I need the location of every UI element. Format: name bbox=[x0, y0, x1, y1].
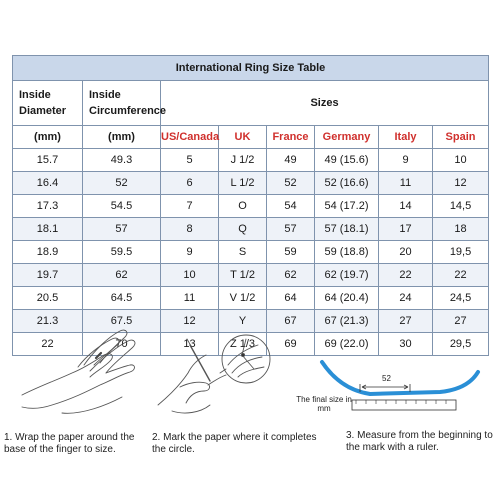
table-cell: 49.3 bbox=[83, 149, 161, 172]
table-cell: 22 bbox=[379, 264, 433, 287]
table-cell: L 1/2 bbox=[219, 172, 267, 195]
table-cell: 52 (16.6) bbox=[315, 172, 379, 195]
table-cell: 18 bbox=[433, 218, 489, 241]
table-cell: 20.5 bbox=[13, 287, 83, 310]
table-title: International Ring Size Table bbox=[13, 56, 489, 81]
table-cell: 27 bbox=[379, 310, 433, 333]
table-cell: 57 bbox=[83, 218, 161, 241]
table-row bbox=[13, 218, 489, 241]
table-cell: 62 (19.7) bbox=[315, 264, 379, 287]
table-cell: 22 bbox=[433, 264, 489, 287]
ring-size-table bbox=[12, 55, 489, 356]
table-cell: 7 bbox=[161, 195, 219, 218]
circumference-unit: (mm) bbox=[83, 126, 161, 149]
table-cell: 59 (18.8) bbox=[315, 241, 379, 264]
table-row bbox=[13, 149, 489, 172]
table-cell: 12 bbox=[433, 172, 489, 195]
table-cell: 14,5 bbox=[433, 195, 489, 218]
table-cell: 14 bbox=[379, 195, 433, 218]
table-cell: 12 bbox=[161, 310, 219, 333]
table-cell: 27 bbox=[433, 310, 489, 333]
table-cell: 52 bbox=[83, 172, 161, 195]
table-cell: 57 bbox=[267, 218, 315, 241]
sizes-header: Sizes bbox=[161, 81, 489, 126]
table-cell: 15.7 bbox=[13, 149, 83, 172]
table-cell: 67 (21.3) bbox=[315, 310, 379, 333]
table-cell: 70 bbox=[83, 333, 161, 356]
inside-circumference-header: Inside Circumference bbox=[83, 81, 161, 126]
table-cell: V 1/2 bbox=[219, 287, 267, 310]
table-cell: 9 bbox=[379, 149, 433, 172]
table-cell: 57 (18.1) bbox=[315, 218, 379, 241]
table-cell: T 1/2 bbox=[219, 264, 267, 287]
country-us-canada: US/Canada bbox=[161, 126, 219, 149]
step-3-text: 3. Measure from the beginning to the mark with a ruler. bbox=[346, 430, 493, 453]
table-cell: 5 bbox=[161, 149, 219, 172]
table-cell: 59 bbox=[267, 241, 315, 264]
table-cell: 16.4 bbox=[13, 172, 83, 195]
table-cell: 24,5 bbox=[433, 287, 489, 310]
inside-diameter-header: Inside Diameter bbox=[13, 81, 83, 126]
diameter-unit: (mm) bbox=[13, 126, 83, 149]
table-cell: 10 bbox=[433, 149, 489, 172]
table-cell: 64 bbox=[267, 287, 315, 310]
table-cell: 54.5 bbox=[83, 195, 161, 218]
table-cell: 49 bbox=[267, 149, 315, 172]
country-france: France bbox=[267, 126, 315, 149]
table-cell: 18.1 bbox=[13, 218, 83, 241]
table-row bbox=[13, 195, 489, 218]
table-cell: 17.3 bbox=[13, 195, 83, 218]
table-cell: 69 (22.0) bbox=[315, 333, 379, 356]
table-cell: 54 (17.2) bbox=[315, 195, 379, 218]
step-1-text: 1. Wrap the paper around the base of the finger to size. bbox=[4, 432, 135, 455]
mark-paper-icon bbox=[150, 325, 290, 425]
table-row bbox=[13, 264, 489, 287]
table-cell: O bbox=[219, 195, 267, 218]
table-cell: 64 (20.4) bbox=[315, 287, 379, 310]
country-spain: Spain bbox=[433, 126, 489, 149]
table-cell: 13 bbox=[161, 333, 219, 356]
table-cell: 11 bbox=[379, 172, 433, 195]
table-cell: 24 bbox=[379, 287, 433, 310]
table-row bbox=[13, 241, 489, 264]
table-cell: 21.3 bbox=[13, 310, 83, 333]
table-cell: Y bbox=[219, 310, 267, 333]
table-cell: 22 bbox=[13, 333, 83, 356]
measure-value: 52 bbox=[382, 374, 391, 383]
country-uk: UK bbox=[219, 126, 267, 149]
table-cell: Q bbox=[219, 218, 267, 241]
table-cell: 8 bbox=[161, 218, 219, 241]
table-row bbox=[13, 287, 489, 310]
table-cell: 20 bbox=[379, 241, 433, 264]
table-cell: 30 bbox=[379, 333, 433, 356]
table-cell: S bbox=[219, 241, 267, 264]
table-cell: 19,5 bbox=[433, 241, 489, 264]
table-cell: 11 bbox=[161, 287, 219, 310]
table-cell: 49 (15.6) bbox=[315, 149, 379, 172]
country-germany: Germany bbox=[315, 126, 379, 149]
table-cell: 67.5 bbox=[83, 310, 161, 333]
table-cell: 6 bbox=[161, 172, 219, 195]
table-cell: 17 bbox=[379, 218, 433, 241]
table-cell: J 1/2 bbox=[219, 149, 267, 172]
instructions bbox=[0, 325, 500, 500]
table-cell: 62 bbox=[267, 264, 315, 287]
hand-wrap-icon bbox=[12, 325, 152, 425]
table-cell: 19.7 bbox=[13, 264, 83, 287]
table-cell: 29,5 bbox=[433, 333, 489, 356]
table-row bbox=[13, 172, 489, 195]
table-cell: Z 1/3 bbox=[219, 333, 267, 356]
country-italy: Italy bbox=[379, 126, 433, 149]
table-cell: 52 bbox=[267, 172, 315, 195]
table-cell: 67 bbox=[267, 310, 315, 333]
final-size-label: The final size in mm bbox=[296, 395, 352, 413]
step-2-text: 2. Mark the paper where it completes the circle. bbox=[152, 432, 317, 455]
table-cell: 62 bbox=[83, 264, 161, 287]
table-cell: 64.5 bbox=[83, 287, 161, 310]
table-cell: 59.5 bbox=[83, 241, 161, 264]
table-cell: 10 bbox=[161, 264, 219, 287]
table-cell: 9 bbox=[161, 241, 219, 264]
table-cell: 69 bbox=[267, 333, 315, 356]
table-cell: 54 bbox=[267, 195, 315, 218]
table-cell: 18.9 bbox=[13, 241, 83, 264]
